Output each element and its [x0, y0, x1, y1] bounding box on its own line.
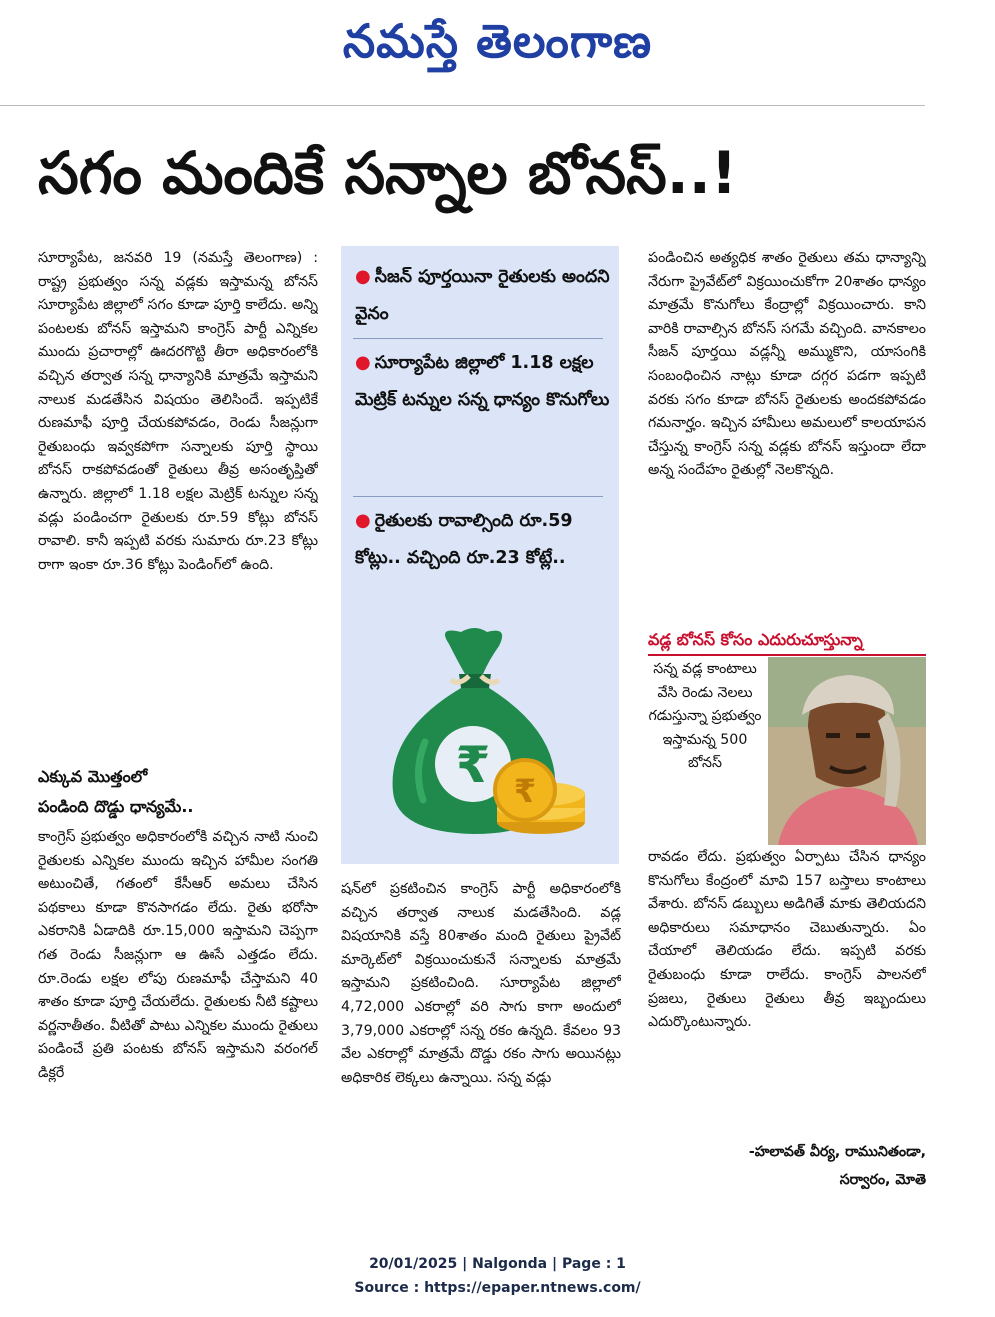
subheading	[38, 762, 318, 822]
article-paragraph: కాంగ్రెస్ ప్రభుత్వం అధికారంలోకి వచ్చిన నాటి నుంచి రైతులకు ఎన్నికల ముందు ఇచ్చిన హామీల సంగతి అటుంచితే, గతంలో కేసీఆర్ అమలు చేసిన పథకాలు కూడా కొనసాగడం లేదు. రైతు భరోసా ఎకరానికి ఏడాదికి రూ.15,000 ఇస్తామని చెప్పగా గత రెండు సీజన్లుగా ఆ ఊసే ఎత్తడం లేదు. రూ.రెండు లక్షల లోపు రుణమాఫీ చేస్తామని 40 శాతం కూడా పూర్తి చేయలేదు. రైతులకు నీటి కష్టాలు వర్ణనాతీతం. వీటితో పాటు ఎన్నికల ముందు రైతులు పండించే ప్రతి పంటకు బోనస్ ఇస్తామని వరంగల్ డిక్లరే	[38, 829, 318, 1081]
quote-paragraph: సన్న వడ్ల కాంటాలు వేసి రెండు నెలలు గడుస్తున్నా ప్రభుత్వం ఇస్తామన్న 500 బోనస్	[648, 661, 762, 772]
quote-paragraph: రావడం లేదు. ప్రభుత్వం ఏర్పాటు చేసిన ధాన్యం కొనుగోలు కేంద్రంలో మావి 157 బస్తాలు కాంటాలు వేశారు. బోనస్ డబ్బులు అడిగితే మాకు తెలియదని అధికారులు సమాధానం చెబుతున్నారు. ఏం చేయాలో తెలియడం లేదు. ఇప్పటి వరకు రైతుబంధు కూడా రాలేదు. కాంగ్రెస్ పాలనలో ప్రజలు, రైతులు రైతులు తీవ్ర ఇబ్బందులు ఎదుర్కొంటున్నారు.	[648, 849, 926, 1031]
farmer-quote-rule	[648, 654, 926, 656]
bullet-icon: ●	[355, 266, 371, 287]
article-paragraph: సూర్యాపేట, జనవరి 19 (నమస్తే తెలంగాణ) : రాష్ట్ర ప్రభుత్వం సన్న వడ్లకు ఇస్తామన్న బోనస్ సూర్యాపేట జిల్లాలో సగం కూడా పూర్తి కాలేదు. అన్ని పంటలకు బోనస్ ఇస్తామని కాంగ్రెస్ పార్టీ ఎన్నికల ముందు ప్రచారాల్లో ఊదరగొట్టి తీరా అధికారంలోకి వచ్చిన తర్వాత సన్న ధాన్యానికి మాత్రమే ఇస్తామని నాలుక మడతేసిన విషయం తెలిసిందే. ఇప్పటికే రుణమాఫీ పూర్తి చేయకపోవడం, రెండు సీజన్లుగా రైతుబంధు ఇవ్వకపోగా సన్నాలకు పూర్తి స్థాయి బోనస్ రాకపోవడంతో రైతులు తీవ్ర అసంతృప్తితో ఉన్నారు. జిల్లాలో 1.18 లక్షల మెట్రిక్ టన్నుల సన్న వడ్లు పండించగా రైతులకు రూ.59 కోట్లు బోనస్ రావాలి. కానీ ఇప్పటి వరకు సుమారు రూ.23 కోట్లు రాగా ఇంకా రూ.36 కోట్లు పెండింగ్‌లో ఉంది.	[38, 250, 318, 573]
farmer-quote-heading: వడ్ల బోనస్ కోసం ఎదురుచూస్తున్నా	[648, 630, 863, 649]
article-column-1-top	[38, 247, 318, 747]
farmer-photo	[768, 657, 926, 845]
article-column-1-bottom	[38, 826, 318, 1201]
farmer-quote-narrow	[648, 658, 762, 844]
highlight-divider	[353, 338, 603, 339]
bullet-icon: ●	[355, 352, 371, 373]
masthead-title: నమస్తే తెలంగాణ	[342, 14, 653, 68]
farmer-quote-body	[648, 846, 926, 1136]
money-bag-icon	[365, 622, 595, 854]
quote-credit-line: -హలావత్ వీర్య, రామునితండా,	[748, 1144, 926, 1160]
article-paragraph: షన్‌లో ప్రకటించిన కాంగ్రెస్ పార్టీ అధికారంలోకి వచ్చిన తర్వాత నాలుక మడతేసింది. వడ్ల విషయానికి వస్తే 80శాతం మంది రైతులు ప్రైవేట్ మార్కెట్‌లో విక్రయించుకునే సన్నాలకు మాత్రమే ఇస్తామని ప్రకటించింది. సూర్యాపేట జిల్లాలో 4,72,000 ఎకరాల్లో వరి సాగు కాగా అందులో 3,79,000 ఎకరాల్లో సన్న రకం ఉన్నది. కేవలం 93 వేల ఎకరాల్లో మాత్రమే దొడ్డు రకం సాగు అయినట్లు అధికారిక లెక్కలు ఉన్నాయి. సన్న వడ్లు	[341, 881, 621, 1086]
highlight-item: ● సూర్యాపేట జిల్లాలో 1.18 లక్షల మెట్రిక్ టన్నుల సన్న ధాన్యం కొనుగోలు	[355, 352, 610, 410]
coin-stack-icon	[495, 760, 585, 834]
svg-text:₹: ₹	[455, 736, 491, 794]
farmer-portrait-image	[768, 657, 926, 845]
highlight-divider	[353, 496, 603, 497]
article-column-2-bottom	[341, 878, 621, 1198]
footer-source-link[interactable]: Source : https://epaper.ntnews.com/	[354, 1280, 641, 1296]
subheading-line: ఎక్కువ మొత్తంలో	[38, 767, 148, 786]
quote-credit-line: సర్వారం, మోతె	[839, 1172, 926, 1188]
subheading-line: పండింది దొడ్డు ధాన్యమే..	[38, 797, 194, 816]
highlight-item: ● రైతులకు రావాల్సింది రూ.59 కోట్లు.. వచ్చింది రూ.23 కోట్లే..	[355, 510, 573, 568]
article-column-3-top	[648, 247, 926, 617]
highlight-item: ● సీజన్ పూర్తయినా రైతులకు అందని వైనం	[355, 266, 610, 324]
svg-text:₹: ₹	[513, 772, 537, 810]
masthead	[0, 8, 995, 74]
masthead-rule	[0, 105, 925, 106]
article-paragraph: పండించిన అత్యధిక శాతం రైతులు తమ ధాన్యాన్ని నేరుగా ప్రైవేట్‌లో విక్రయించుకోగా 20శాతం ధాన్యం మాత్రమే కొనుగోలు కేంద్రాల్లో విక్రయించారు. కాని వారికి రావాల్సిన బోనస్ సగమే వచ్చింది. వానకాలం సీజన్ పూర్తయి వడ్లన్నీ అమ్ముకొని, యాసంగికి సంబంధించిన నాట్లు కూడా దగ్గర పడగా ఇప్పటి వరకు సగం కూడా బోనస్ రైతులకు అందకపోవడం గమనార్హం. ఇచ్చిన హామీలు అమలులో కాలయాపన చేస్తున్న కాంగ్రెస్ సన్న వడ్లకు బోనస్ ఇస్తుందా లేదా అన్న సందేహం రైతుల్లో నెలకొన్నది.	[648, 250, 926, 479]
highlights-box	[341, 246, 619, 864]
footer-date-line: 20/01/2025 | Nalgonda | Page : 1	[369, 1256, 626, 1272]
headline: సగం మందికే సన్నాల బోనస్..!	[38, 139, 738, 207]
bullet-icon: ●	[355, 510, 371, 531]
